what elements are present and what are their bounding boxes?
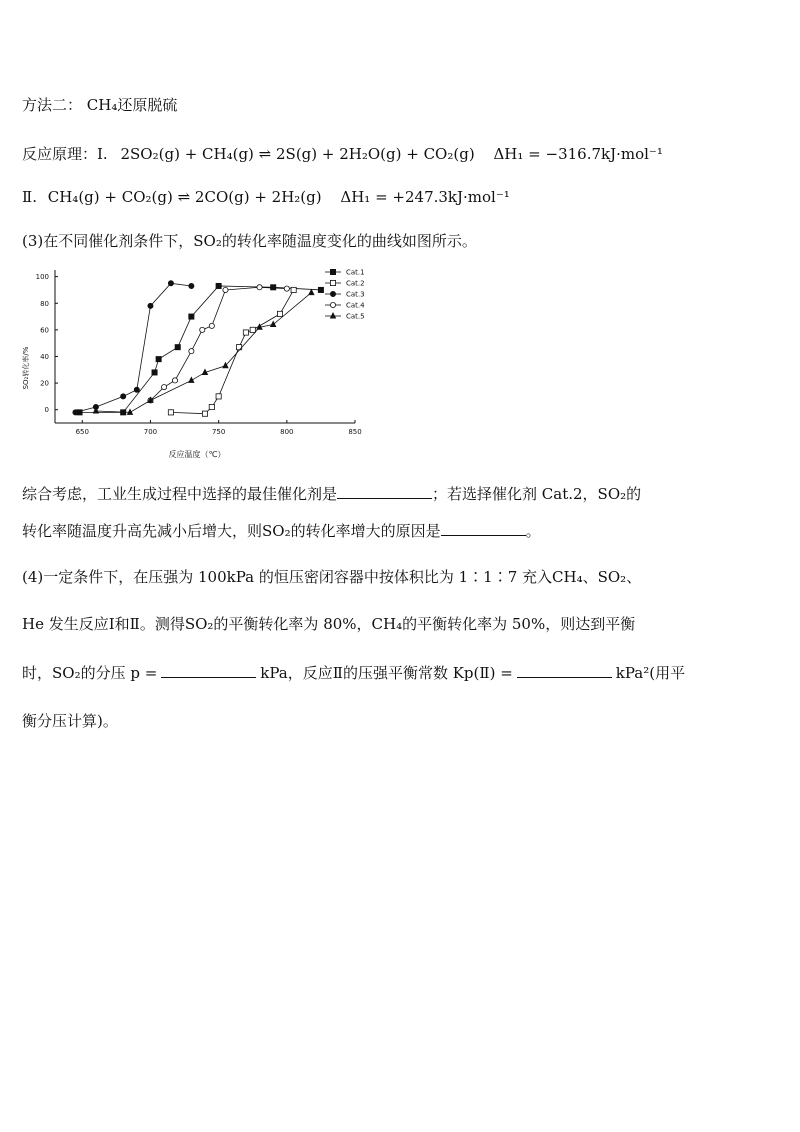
data-point [309, 290, 314, 295]
data-point [189, 314, 194, 319]
series-cat5 [93, 290, 314, 415]
legend-label: Cat.1 [346, 268, 365, 277]
data-point [209, 323, 214, 328]
data-point [168, 410, 173, 415]
legend-marker [330, 302, 335, 307]
legend-marker [330, 313, 335, 318]
data-point [291, 287, 296, 292]
data-point [175, 345, 180, 350]
data-point [161, 384, 166, 389]
method-title: CH₄还原脱硫 [86, 96, 178, 114]
q3-text-1b: ；若选择催化剂 Cat.2，SO₂的 [432, 485, 642, 503]
legend-marker [330, 269, 335, 274]
data-point [152, 370, 157, 375]
q3-line-1 [22, 483, 641, 504]
data-point [250, 327, 255, 332]
data-point [271, 321, 276, 326]
method-heading [22, 94, 177, 115]
data-point [284, 286, 289, 291]
q4-line-4: 衡分压计算)。 [22, 712, 118, 730]
data-point [121, 394, 126, 399]
x-axis-label: 反应温度（℃） [168, 450, 226, 459]
conversion-chart [20, 258, 380, 468]
y-tick-label: 80 [40, 299, 49, 308]
data-point [200, 327, 205, 332]
x-tick-label: 850 [348, 428, 362, 436]
y-tick-label: 100 [35, 273, 49, 282]
q4-line-3 [22, 662, 685, 683]
legend-marker [330, 280, 335, 285]
data-point [216, 394, 221, 399]
method-label: 方法二： [22, 96, 83, 114]
reaction-1-enthalpy: ΔH₁ = −316.7kJ·mol⁻¹ [493, 145, 663, 163]
series-line [96, 293, 311, 413]
series-line [75, 283, 191, 412]
reaction-2-label: Ⅱ. [22, 188, 37, 206]
legend-marker [330, 291, 335, 296]
legend-label: Cat.3 [346, 290, 365, 299]
series-cat4 [148, 285, 290, 403]
data-point [172, 378, 177, 383]
data-point [271, 285, 276, 290]
x-tick-label: 700 [143, 428, 158, 436]
y-tick-label: 60 [40, 326, 49, 335]
chart-ticks [36, 273, 362, 436]
data-point [257, 285, 262, 290]
data-point [216, 283, 221, 288]
x-tick-label: 650 [75, 428, 89, 436]
legend-label: Cat.2 [346, 279, 365, 288]
data-point [189, 349, 194, 354]
q3-intro: (3)在不同催化剂条件下，SO₂的转化率随温度变化的曲线如图所示。 [22, 232, 477, 250]
chart-legend [325, 269, 365, 321]
y-tick-label: 20 [40, 379, 49, 388]
answer-blank-pressure[interactable] [161, 663, 256, 678]
data-point [148, 303, 153, 308]
series-cat2 [168, 287, 296, 416]
data-point [156, 357, 161, 362]
y-axis-label: SO₂转化率/% [22, 346, 30, 390]
data-point [277, 311, 282, 316]
data-point [189, 283, 194, 288]
x-tick-label: 750 [211, 428, 226, 436]
data-point [223, 287, 228, 292]
data-point [202, 411, 207, 416]
y-tick-label: 0 [44, 406, 49, 415]
chart-series [73, 281, 324, 417]
series-line [150, 287, 286, 400]
data-point [127, 409, 132, 414]
q4-text-3a: 时，SO₂的分压 p = [22, 664, 158, 682]
principle-label: 反应原理：Ⅰ. [22, 145, 108, 163]
data-point [134, 387, 139, 392]
reaction-2-enthalpy: ΔH₁ = +247.3kJ·mol⁻¹ [340, 188, 510, 206]
q3-line-2 [22, 520, 541, 541]
legend-label: Cat.5 [346, 312, 365, 321]
x-tick-label: 800 [280, 428, 294, 436]
reaction-1-equation: 2SO₂(g) + CH₄(g) ⇌ 2S(g) + 2H₂O(g) + CO₂(g) [120, 145, 475, 163]
reaction-1 [22, 143, 663, 164]
q3-text-1a: 综合考虑，工业生成过程中选择的最佳催化剂是 [22, 485, 338, 503]
q4-line-1: (4)一定条件下，在压强为 100kPa 的恒压密闭容器中按体积比为 1∶1∶7 充入CH₄、SO₂、 [22, 568, 642, 586]
y-tick-label: 40 [40, 352, 49, 361]
q3-text-2b: 。 [525, 522, 541, 540]
q4-text-3c: kPa²(用平 [615, 664, 686, 682]
data-point [73, 410, 78, 415]
reaction-2 [22, 188, 510, 206]
data-point [189, 377, 194, 382]
reaction-2-equation: CH₄(g) + CO₂(g) ⇌ 2CO(g) + 2H₂(g) [47, 188, 322, 206]
data-point [318, 287, 323, 292]
data-point [236, 345, 241, 350]
data-point [209, 404, 214, 409]
answer-blank-reason[interactable] [441, 521, 526, 536]
answer-blank-catalyst[interactable] [337, 484, 432, 499]
data-point [168, 281, 173, 286]
answer-blank-kp[interactable] [517, 663, 612, 678]
q3-text-2a: 转化率随温度升高先减小后增大，则SO₂的转化率增大的原因是 [22, 522, 441, 540]
data-point [243, 330, 248, 335]
q4-text-3b: kPa，反应Ⅱ的压强平衡常数 Kp(Ⅱ) = [260, 664, 513, 682]
q4-line-2: He 发生反应Ⅰ和Ⅱ。测得SO₂的平衡转化率为 80%，CH₄的平衡转化率为 50%，则达到平衡 [22, 615, 636, 633]
legend-label: Cat.4 [346, 301, 365, 310]
